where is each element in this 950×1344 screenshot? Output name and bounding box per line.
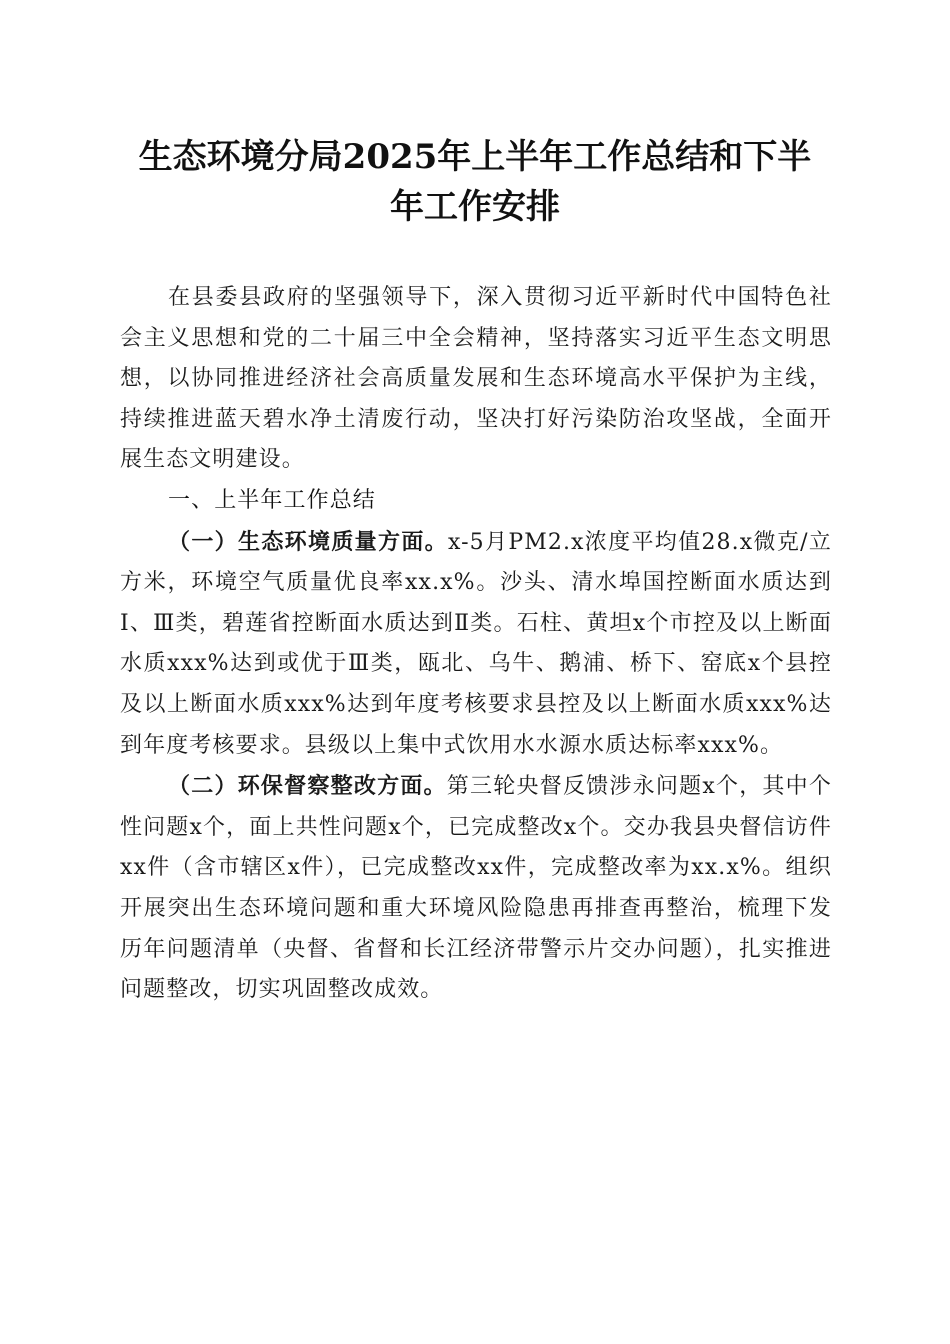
item-paragraph-2 (120, 766, 832, 1011)
section-heading: 一、上半年工作总结 (168, 487, 376, 513)
item-paragraph-1 (120, 522, 832, 767)
title-line-1: 生态环境分局2025年上半年工作总结和下半 (138, 137, 812, 177)
item-text-1: x-5月PM2.x浓度平均值28.x微克/立方米，环境空气质量优良率xx.x%。沙头、清水埠国控断面水质达到Ⅰ、Ⅲ类，碧莲省控断面水质达到Ⅱ类。石柱、黄坦x个市控及以上断面水质xxx%达到或优于Ⅲ类，瓯北、乌牛、鹅浦、桥下、窑底x个县控及以上断面水质xxx%达到年度考核要求县控及以上断面水质xxx%达到年度考核要求。县级以上集中式饮用水水源水质达标率xxx%。 (120, 529, 833, 758)
document-body (120, 278, 832, 1011)
intro-paragraph: 在县委县政府的坚强领导下，深入贯彻习近平新时代中国特色社会主义思想和党的二十届三中全会精神，坚持落实习近平生态文明思想，以协同推进经济社会高质量发展和生态环境高水平保护为主线，持续推进蓝天碧水净土清废行动，坚决打好污染防治攻坚战，全面开展生态文明建设。 (120, 285, 832, 473)
item-subtitle-2: （二）环保督察整改方面。 (168, 773, 447, 800)
title-line-2: 年工作安排 (390, 187, 560, 227)
document-title (110, 132, 840, 232)
item-subtitle-1: （一）生态环境质量方面。 (168, 528, 449, 555)
item-text-2: 第三轮央督反馈涉永问题x个，其中个性问题x个，面上共性问题x个，已完成整改x个。交办我县央督信访件xx件（含市辖区x件），已完成整改xx件，完成整改率为xx.x%。组织开展突出生态环境问题和重大环境风险隐患再排查再整治，梳理下发历年问题清单（央督、省督和长江经济带警示片交办问题），扎实推进问题整改，切实巩固整改成效。 (120, 774, 832, 1003)
